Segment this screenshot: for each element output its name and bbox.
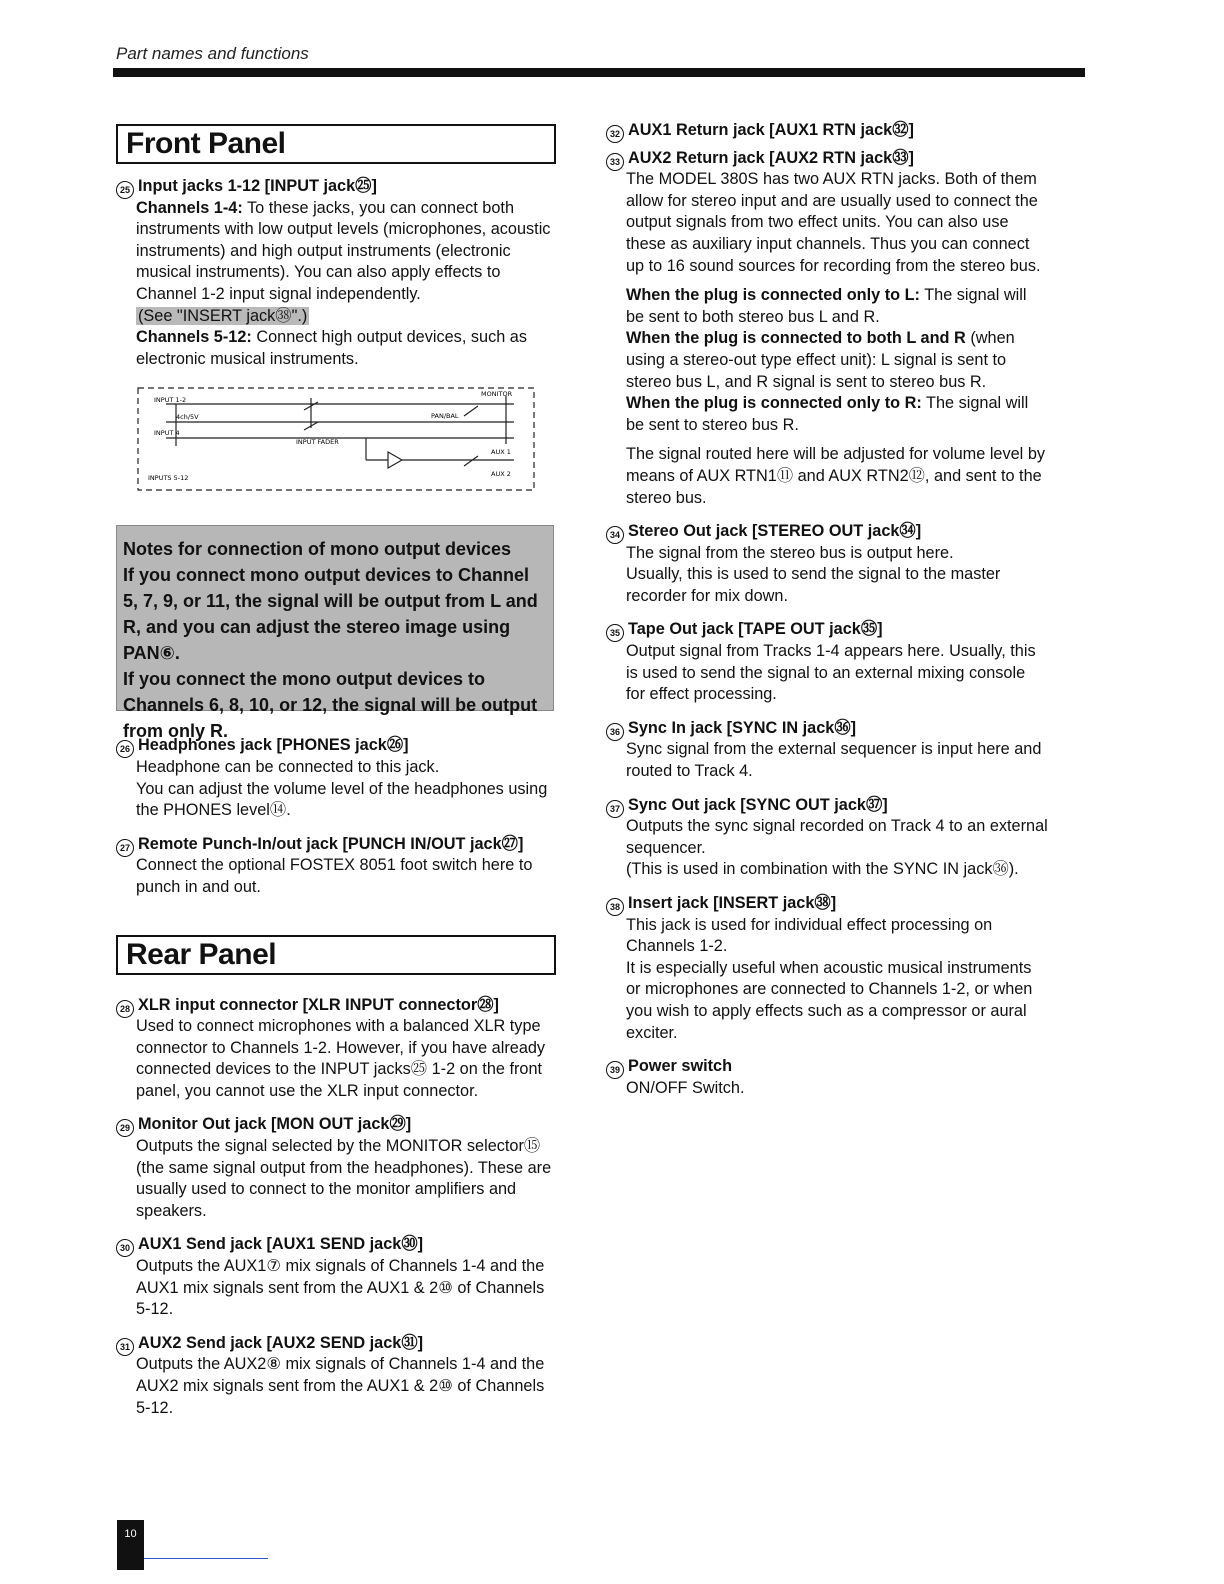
diagram-label: INPUT 1-2: [154, 396, 187, 405]
item-text: Outputs the AUX2⑧ mix signals of Channels 1-4 and the AUX2 mix signals sent from the AUX1 & 2⑩ of Channels 5-12.: [136, 1355, 545, 1417]
diagram-label: MONITOR: [481, 390, 513, 399]
diagram-label: PAN/BAL: [431, 412, 459, 421]
channels-1-4-label: Channels 1-4:: [136, 198, 243, 217]
item-number-badge: 26: [116, 740, 134, 758]
diagram-label: INPUT 4: [154, 429, 180, 438]
item-number-badge: 29: [116, 1119, 134, 1137]
diagram-label: AUX 1: [491, 448, 511, 457]
item-number-badge: 28: [116, 1000, 134, 1018]
item-text: Sync signal from the external sequencer is input here and routed to Track 4.: [626, 740, 1042, 781]
item-title: Power switch: [628, 1057, 733, 1076]
item-text: Headphone can be connected to this jack.: [136, 757, 440, 776]
item-title: AUX1 Return jack [AUX1 RTN jack㉜]: [628, 121, 914, 139]
item-text: It is especially useful when acoustic musical instruments or microphones are connected to Channels 1-2, or when you wish to apply effects such as a compressor or aural exciter.: [626, 958, 1033, 1042]
item-title: Remote Punch-In/out jack [PUNCH IN/OUT jack㉗]: [138, 834, 524, 853]
input-jacks-item: [116, 176, 556, 370]
item-text: Outputs the signal selected by the MONITOR selector⑮ (the same signal output from the headphones). These are usually used to connect to the monitor amplifiers and speakers.: [136, 1137, 552, 1220]
plug-r-label: When the plug is connected only to R:: [626, 394, 922, 413]
item-number-badge: 36: [606, 723, 624, 741]
plug-lr-label: When the plug is connected to both L and R: [626, 329, 966, 348]
aux2-send-item: [116, 1333, 556, 1419]
item-text: Outputs the sync signal recorded on Track 4 to an external sequencer.: [626, 817, 1048, 857]
left-column: [116, 124, 556, 1419]
item-title: AUX2 Send jack [AUX2 SEND jack㉛]: [138, 1333, 424, 1352]
item-number-badge: 25: [116, 181, 134, 199]
header-rule: [113, 68, 1085, 77]
item-title: AUX1 Send jack [AUX1 SEND jack㉚]: [138, 1235, 424, 1254]
item-title: Insert jack [INSERT jack㊳]: [628, 894, 837, 912]
rear-panel-heading: Rear Panel: [116, 935, 556, 975]
item-title: Headphones jack [PHONES jack㉖]: [138, 736, 409, 755]
item-title: AUX2 Return jack [AUX2 RTN jack㉝]: [628, 148, 914, 167]
item-title: Monitor Out jack [MON OUT jack㉙]: [138, 1115, 412, 1134]
diagram-label: INPUT FADER: [296, 438, 339, 447]
signal-flow-diagram: [136, 384, 536, 494]
punch-item: [116, 834, 556, 899]
item-number-badge: 37: [606, 800, 624, 818]
notes-para-1: If you connect mono output devices to Channel 5, 7, 9, or 11, the signal will be output from L and R, and you can adjust the stereo image using PAN⑥.: [123, 565, 538, 664]
right-column: [606, 120, 1048, 1099]
item-number-badge: 33: [606, 153, 624, 171]
channels-1-4-text: To these jacks, you can connect both instruments with low output levels (microphones, acoustic instruments) and high output instruments (electronic musical instruments). You can also apply effects to Channel 1-2 input signal independently.: [136, 198, 551, 303]
see-insert-note: (See "INSERT jack㊳".): [138, 306, 308, 325]
item-text: Used to connect microphones with a balanced XLR type connector to Channels 1-2. However, if you have already connected devices to the INPUT jacks㉕ 1-2 on the front panel, you cannot use the XLR input connector.: [136, 1017, 546, 1100]
item-text: Outputs the AUX1⑦ mix signals of Channels 1-4 and the AUX1 mix signals sent from the AUX1 & 2⑩ of Channels 5-12.: [136, 1257, 545, 1319]
item-text: Output signal from Tracks 1-4 appears here. Usually, this is used to send the signal to an external mixing console for effect processing.: [626, 642, 1036, 704]
plug-l-label: When the plug is connected only to L:: [626, 286, 920, 305]
item-text: You can adjust the volume level of the headphones using the PHONES level⑭.: [136, 779, 548, 820]
item-title: Input jacks 1-12 [INPUT jack㉕]: [138, 177, 377, 195]
notes-para-2: If you connect the mono output devices to Channels 6, 8, 10, or 12, the signal will be output from only R.: [123, 669, 538, 742]
diagram-label: AUX 2: [491, 470, 511, 479]
item-text: ON/OFF Switch.: [626, 1078, 745, 1097]
amp-triangle-icon: [388, 452, 402, 468]
channels-5-12-text: Connect high output devices, such as electronic musical instruments.: [136, 328, 527, 368]
phones-item: [116, 735, 556, 821]
aux1-send-item: [116, 1234, 556, 1320]
plug-l-text: The signal will be sent to both stereo bus L and R.: [626, 286, 1027, 326]
channels-5-12-label: Channels 5-12:: [136, 328, 252, 347]
item-title: Sync In jack [SYNC IN jack㊱]: [628, 718, 857, 737]
item-number-badge: 30: [116, 1239, 134, 1257]
item-number-badge: 38: [606, 898, 624, 916]
insert-item: [606, 893, 1048, 1044]
tape-out-item: [606, 619, 1048, 705]
monout-item: [116, 1114, 556, 1222]
sync-out-item: [606, 795, 1048, 881]
item-number-badge: 31: [116, 1338, 134, 1356]
page-number: 10: [117, 1520, 144, 1570]
item-text: (This is used in combination with the SYNC IN jack㊱).: [626, 860, 1019, 879]
item-number-badge: 32: [606, 125, 624, 143]
stereo-out-item: [606, 521, 1048, 607]
item-title: Sync Out jack [SYNC OUT jack㊲]: [628, 795, 888, 814]
plug-r-text: The signal will be sent to stereo bus R.: [626, 394, 1029, 434]
xlr-item: [116, 995, 556, 1103]
item-text: The signal routed here will be adjusted for volume level by means of AUX RTN1⑪ and AUX RTN2⑫, and sent to the stereo bus.: [626, 445, 1046, 507]
footer-rule: [144, 1558, 268, 1559]
item-title: Tape Out jack [TAPE OUT jack㉟]: [628, 620, 883, 639]
item-number-badge: 39: [606, 1061, 624, 1079]
item-text: Connect the optional FOSTEX 8051 foot switch here to punch in and out.: [136, 856, 533, 896]
item-number-badge: 34: [606, 526, 624, 544]
aux1-return-item: [606, 120, 1048, 142]
item-text: Usually, this is used to send the signal to the master recorder for mix down.: [626, 565, 1001, 605]
aux2-return-item: [606, 148, 1048, 510]
item-title: Stereo Out jack [STEREO OUT jack㉞]: [628, 522, 922, 541]
sync-in-item: [606, 718, 1048, 783]
item-title: XLR input connector [XLR INPUT connector㉘]: [138, 995, 499, 1014]
running-header: Part names and functions: [116, 44, 309, 63]
diagram-label: 4ch/5V: [176, 413, 199, 422]
item-text: The MODEL 380S has two AUX RTN jacks. Both of them allow for stereo input and are usually used to connect the output signals from two effect units. You can also use these as auxiliary input channels. Thus you can connect up to 16 sound sources for recording from the stereo bus.: [626, 170, 1041, 275]
mono-notes-box: [116, 525, 554, 742]
plug-lr-text: (when using a stereo-out type effect unit): L signal is sent to stereo bus L, and R signal is sent to stereo bus R.: [626, 329, 1015, 391]
notes-title: Notes for connection of mono output devices: [123, 539, 512, 560]
item-number-badge: 27: [116, 839, 134, 857]
item-number-badge: 35: [606, 624, 624, 642]
diagram-label: INPUTS 5-12: [148, 474, 189, 483]
item-text: The signal from the stereo bus is output here.: [626, 543, 954, 562]
power-item: [606, 1056, 1048, 1099]
front-panel-heading: Front Panel: [116, 124, 556, 164]
item-text: This jack is used for individual effect processing on Channels 1-2.: [626, 915, 993, 956]
